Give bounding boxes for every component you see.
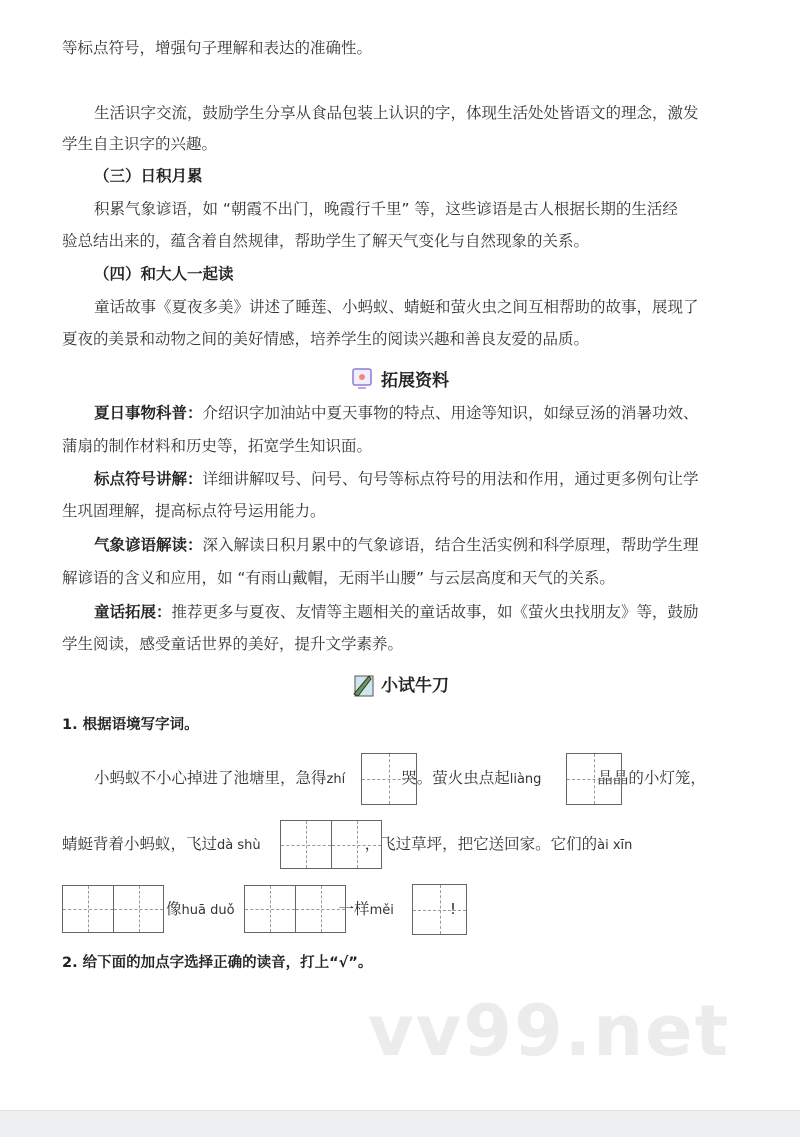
text: 晶晶的小灯笼， — [597, 769, 706, 787]
pinyin: zhí — [326, 772, 346, 787]
paragraph-line: 等标点符号，增强句子理解和表达的准确性。 — [62, 39, 373, 57]
item-text: 深入解读日积月累中的气象谚语，结合生活实例和科学原理，帮助学生理 — [202, 536, 699, 554]
text: 一样 — [338, 900, 370, 918]
paragraph-line: 验总结出来的，蕴含着自然规律，帮助学生了解天气变化与自然现象的关系。 — [62, 232, 590, 250]
pinyin: měi — [369, 903, 394, 918]
extension-item — [94, 535, 699, 555]
text: 蜻蜓背着小蚂蚁，飞过 — [62, 835, 218, 853]
item-text: 介绍识字加油站中夏天事物的特点、用途等知识，如绿豆汤的消暑功效、 — [202, 404, 699, 422]
writing-box[interactable] — [412, 884, 467, 935]
item-label: 夏日事物科普： — [94, 404, 203, 422]
text: 像 — [166, 900, 182, 918]
question-1: 1. 根据语境写字词。 — [62, 717, 199, 733]
writing-box[interactable] — [244, 885, 346, 933]
extension-heading — [0, 366, 800, 391]
extension-item — [94, 403, 699, 423]
writing-box[interactable] — [566, 753, 622, 805]
text: ! — [449, 900, 457, 918]
writing-box[interactable] — [361, 753, 417, 805]
text: ，飞过草坪，把它送回家。它们的 — [364, 835, 598, 853]
paragraph-line: 学生自主识字的兴趣。 — [62, 135, 218, 153]
extension-item-cont: 生巩固理解，提高标点符号运用能力。 — [62, 502, 326, 520]
item-label: 气象谚语解读： — [94, 536, 203, 554]
paragraph-line: 积累气象谚语，如 “朝霞不出门，晚霞行千里” 等，这些谚语是古人根据长期的生活经 — [94, 200, 678, 218]
extension-item-cont: 学生阅读，感受童话世界的美好，提升文学素养。 — [62, 635, 404, 653]
watermark: vv99.net — [368, 990, 731, 1072]
paragraph-line: 生活识字交流，鼓励学生分享从食品包装上认识的字，体现生活处处皆语文的理念，激发 — [94, 104, 699, 122]
text: 哭。萤火虫点起 — [401, 769, 510, 787]
extension-item-cont: 蒲扇的制作材料和历史等，拓宽学生知识面。 — [62, 437, 373, 455]
extension-item — [94, 469, 699, 489]
practice-heading — [0, 671, 800, 696]
section-heading: （四）和大人一起读 — [94, 265, 234, 283]
paragraph-line: 童话故事《夏夜多美》讲述了睡莲、小蚂蚁、蜻蜓和萤火虫之间互相帮助的故事，展现了 — [94, 298, 699, 316]
pinyin: ài xīn — [597, 838, 633, 853]
writing-box[interactable] — [280, 820, 382, 869]
item-text: 详细讲解叹号、问号、句号等标点符号的用法和作用，通过更多例句让学 — [202, 470, 699, 488]
extension-item — [94, 602, 699, 622]
pinyin: liàng — [509, 772, 542, 787]
practice-title: 小试牛刀 — [381, 676, 449, 696]
extension-title: 拓展资料 — [381, 371, 449, 391]
computer-icon — [351, 367, 373, 391]
text: 小蚂蚁不小心掉进了池塘里，急得 — [94, 769, 327, 787]
knife-icon — [351, 672, 373, 696]
item-label: 童话拓展： — [94, 603, 172, 621]
item-label: 标点符号讲解： — [94, 470, 203, 488]
writing-box[interactable] — [62, 885, 164, 933]
item-text: 推荐更多与夏夜、友情等主题相关的童话故事，如《萤火虫找朋友》等，鼓励 — [171, 603, 699, 621]
section-heading: （三）日积月累 — [94, 167, 203, 185]
paragraph-line: 夏夜的美景和动物之间的美好情感，培养学生的阅读兴趣和善良友爱的品质。 — [62, 330, 590, 348]
extension-item-cont: 解谚语的含义和应用，如 “有雨山戴帽，无雨半山腰” 与云层高度和天气的关系。 — [62, 569, 615, 587]
bottom-bar — [0, 1110, 800, 1137]
pinyin: huā duǒ — [181, 903, 235, 918]
pinyin: dà shù — [217, 838, 261, 853]
question-2: 2. 给下面的加点字选择正确的读音，打上“√”。 — [62, 955, 373, 971]
